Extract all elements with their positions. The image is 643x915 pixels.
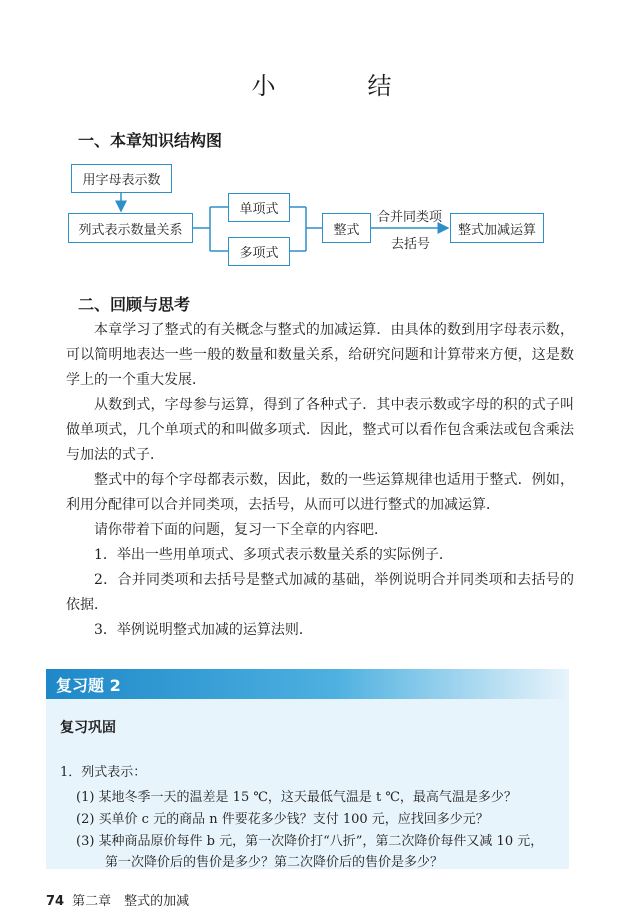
exercise-1-item-2: (2) 买单价 c 元的商品 n 件要花多少钱？支付 100 元，应找回多少元？ — [76, 812, 489, 827]
paragraph-rules: 整式中的每个字母都表示数，因此，数的一些运算规律也适用于整式．例如，利用分配律可以合并同类项，去括号，从而可以进行整式的加减运算． — [66, 472, 574, 513]
review-header — [46, 669, 569, 699]
question-3: 3．举例说明整式加减的运算法则． — [94, 622, 313, 638]
box-integral-expression: 整式 — [322, 213, 371, 243]
box-letters-represent-numbers: 用字母表示数 — [71, 164, 172, 193]
page-footer — [46, 890, 189, 909]
exercise-1-item-3-continued: 第一次降价后的售价是多少？第二次降价后的售价是多少？ — [105, 855, 444, 870]
paragraph-intro: 本章学习了整式的有关概念与整式的加减运算．由具体的数到用字母表示数，可以简明地表达一些一般的数量和数量关系，给研究问题和计算带来方便，这是数学上的一个重大发展． — [66, 322, 574, 388]
review-exercises-panel — [46, 669, 569, 869]
box-expression-relations: 列式表示数量关系 — [68, 213, 193, 243]
page-title: 小 结 — [251, 72, 426, 100]
box-monomial: 单项式 — [228, 193, 290, 222]
page-number: 74 — [46, 894, 65, 909]
section-heading-review: 二、回顾与思考 — [78, 295, 191, 314]
chapter-title: 第二章 整式的加减 — [72, 894, 190, 909]
diagram-connectors — [0, 0, 643, 290]
box-add-subtract-operations: 整式加减运算 — [450, 213, 544, 243]
section-heading-structure: 一、本章知识结构图 — [78, 131, 223, 150]
arrow-label-combine-like-terms: 合并同类项 — [377, 210, 443, 225]
question-1: 1．举出一些用单项式、多项式表示数量关系的实际例子． — [94, 547, 453, 563]
exercise-1-item-3: (3) 某种商品原价每件 b 元，第一次降价打“八折”，第二次降价每件又减 10 元， — [76, 834, 544, 849]
exercise-1-label: 1．列式表示： — [60, 765, 147, 780]
paragraph-prompt: 请你带着下面的问题，复习一下全章的内容吧． — [94, 522, 388, 538]
arrow-label-remove-brackets: 去括号 — [391, 237, 431, 252]
box-polynomial: 多项式 — [228, 237, 290, 266]
question-2: 2．合并同类项和去括号是整式加减的基础，举例说明合并同类项和去括号的依据． — [66, 572, 574, 613]
review-title: 复习题 2 — [56, 676, 121, 695]
exercise-1-item-1: (1) 某地冬季一天的温差是 15 ℃，这天最低气温是 t ℃，最高气温是多少？ — [76, 790, 517, 805]
review-subheading: 复习巩固 — [60, 720, 116, 736]
paragraph-monomials: 从数到式，字母参与运算，得到了各种式子．其中表示数或字母的积的式子叫做单项式，几个单项式的和叫做多项式．因此，整式可以看作包含乘法或包含乘法与加法的式子． — [66, 397, 574, 463]
